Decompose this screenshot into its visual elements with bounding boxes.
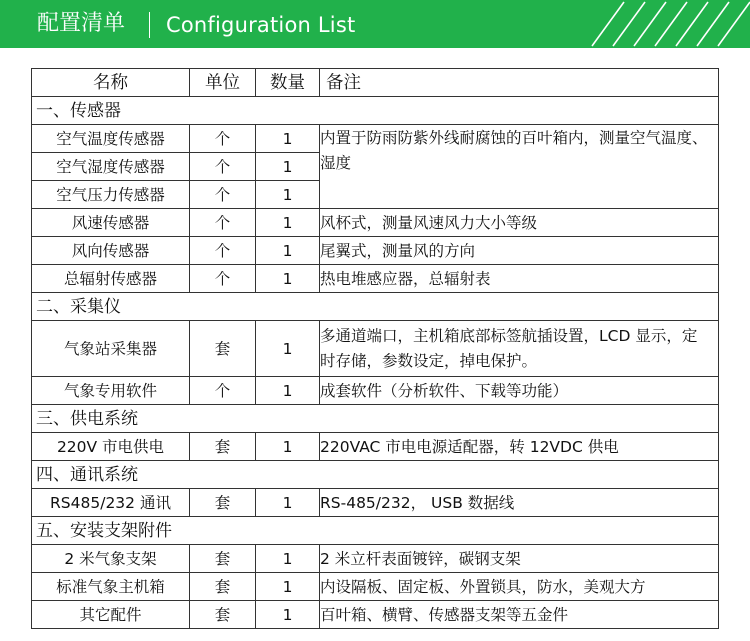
section-row [32, 461, 719, 489]
stripes-decoration-icon [578, 0, 750, 48]
configuration-table [31, 68, 719, 629]
item-note: 多通道端口，主机箱底部标签航插设置，LCD 显示，定时存储，参数设定，掉电保护。 [320, 321, 719, 377]
banner-title: 配置清单 [37, 11, 126, 36]
table-row [32, 237, 719, 265]
table-row [32, 209, 719, 237]
table-row [32, 545, 719, 573]
table-row [32, 265, 719, 293]
item-qty: 1 [256, 125, 320, 153]
table-row [32, 377, 719, 405]
table-row [32, 433, 719, 461]
header-qty: 数量 [256, 69, 320, 97]
item-unit: 个 [190, 209, 256, 237]
table-row [32, 321, 719, 377]
section-row [32, 97, 719, 125]
item-qty: 1 [256, 433, 320, 461]
item-note: 风杯式，测量风速风力大小等级 [320, 209, 719, 237]
item-qty: 1 [256, 377, 320, 405]
item-note-merged: 内置于防雨防紫外线耐腐蚀的百叶箱内，测量空气温度、湿度 [320, 125, 719, 209]
item-name: 其它配件 [32, 601, 190, 629]
header-banner [0, 0, 750, 48]
item-unit: 个 [190, 153, 256, 181]
section-title: 三、供电系统 [32, 405, 719, 433]
item-name: 风向传感器 [32, 237, 190, 265]
header-name: 名称 [32, 69, 190, 97]
item-qty: 1 [256, 181, 320, 209]
item-note: RS-485/232， USB 数据线 [320, 489, 719, 517]
item-note: 成套软件（分析软件、下载等功能） [320, 377, 719, 405]
item-unit: 套 [190, 545, 256, 573]
section-row [32, 405, 719, 433]
item-qty: 1 [256, 489, 320, 517]
item-qty: 1 [256, 265, 320, 293]
section-title: 二、采集仪 [32, 293, 719, 321]
item-note: 内设隔板、固定板、外置锁具，防水，美观大方 [320, 573, 719, 601]
item-unit: 个 [190, 265, 256, 293]
item-note: 热电堆感应器，总辐射表 [320, 265, 719, 293]
item-name: 空气压力传感器 [32, 181, 190, 209]
item-qty: 1 [256, 321, 320, 377]
header-unit: 单位 [190, 69, 256, 97]
item-note: 220VAC 市电电源适配器，转 12VDC 供电 [320, 433, 719, 461]
item-name: 气象站采集器 [32, 321, 190, 377]
item-unit: 套 [190, 573, 256, 601]
item-name: 总辐射传感器 [32, 265, 190, 293]
item-note: 2 米立杆表面镀锌，碳钢支架 [320, 545, 719, 573]
item-name: 220V 市电供电 [32, 433, 190, 461]
item-qty: 1 [256, 237, 320, 265]
item-name: 风速传感器 [32, 209, 190, 237]
item-name: RS485/232 通讯 [32, 489, 190, 517]
item-qty: 1 [256, 153, 320, 181]
item-name: 标准气象主机箱 [32, 573, 190, 601]
section-row [32, 517, 719, 545]
section-title: 一、传感器 [32, 97, 719, 125]
table-header-row [32, 69, 719, 97]
item-unit: 套 [190, 433, 256, 461]
item-unit: 个 [190, 125, 256, 153]
banner-divider [149, 12, 150, 38]
item-note: 尾翼式，测量风的方向 [320, 237, 719, 265]
table-row [32, 601, 719, 629]
section-title: 五、安装支架附件 [32, 517, 719, 545]
item-name: 2 米气象支架 [32, 545, 190, 573]
item-note: 百叶箱、横臂、传感器支架等五金件 [320, 601, 719, 629]
item-qty: 1 [256, 601, 320, 629]
item-unit: 个 [190, 377, 256, 405]
item-qty: 1 [256, 545, 320, 573]
table-row [32, 489, 719, 517]
item-qty: 1 [256, 573, 320, 601]
item-name: 空气温度传感器 [32, 125, 190, 153]
table-row [32, 125, 719, 153]
item-unit: 个 [190, 237, 256, 265]
item-unit: 套 [190, 601, 256, 629]
item-unit: 个 [190, 181, 256, 209]
item-name: 气象专用软件 [32, 377, 190, 405]
item-qty: 1 [256, 209, 320, 237]
item-name: 空气湿度传感器 [32, 153, 190, 181]
section-row [32, 293, 719, 321]
item-unit: 套 [190, 321, 256, 377]
header-note: 备注 [320, 69, 719, 97]
banner-subtitle: Configuration List [166, 13, 356, 37]
table-row [32, 573, 719, 601]
item-unit: 套 [190, 489, 256, 517]
section-title: 四、通讯系统 [32, 461, 719, 489]
